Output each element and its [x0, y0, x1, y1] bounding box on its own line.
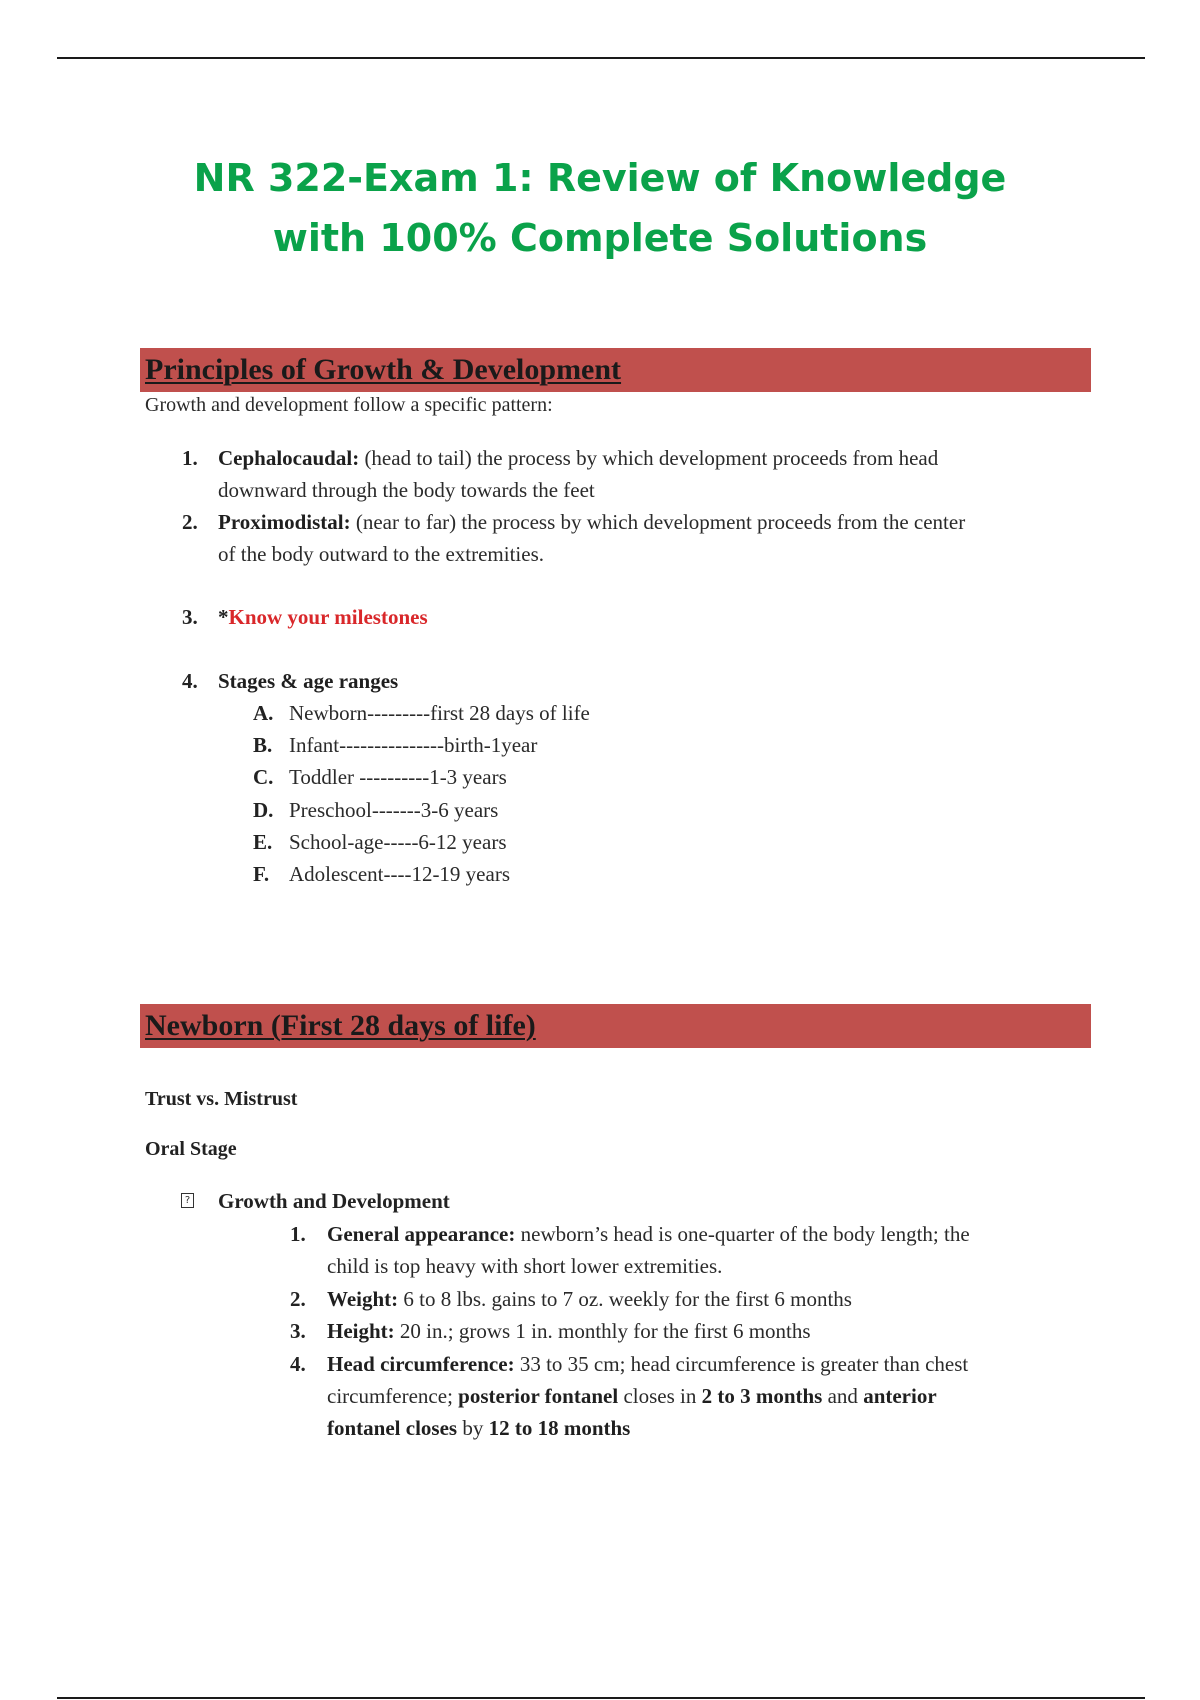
list-item-head-circumference: [327, 1348, 968, 1444]
list-number: 1.: [290, 1222, 306, 1246]
document-title: [0, 148, 1200, 268]
stage-letter: E.: [253, 830, 273, 854]
stage-item: Adolescent----12-19 years: [289, 862, 510, 886]
desc-part: and: [822, 1384, 864, 1408]
desc: (head to tail) the process by which development proceeds from head: [359, 446, 939, 470]
list-item-weight: [327, 1283, 852, 1315]
list-number: 2.: [290, 1287, 306, 1311]
bottom-rule: [57, 1697, 1145, 1699]
term: Cephalocaudal:: [218, 446, 360, 470]
desc-bold: posterior fontanel: [458, 1384, 619, 1408]
list-number: 1.: [182, 446, 198, 470]
section-heading-band: [140, 348, 1091, 392]
desc: newborn’s head is one-quarter of the body length; the: [515, 1222, 970, 1246]
title-line-2: with 100% Complete Solutions: [272, 216, 928, 260]
desc-part: circumference;: [327, 1384, 459, 1408]
term: Proximodistal:: [218, 510, 351, 534]
desc: 6 to 8 lbs. gains to 7 oz. weekly for the first 6 months: [398, 1287, 852, 1311]
stages-label: Stages & age ranges: [218, 669, 399, 693]
desc-continued: child is top heavy with short lower extremities.: [327, 1254, 723, 1278]
list-item-milestones: [218, 601, 428, 633]
stage-letter: D.: [253, 798, 274, 822]
stage-letter: A.: [253, 701, 274, 725]
list-item-stages: [218, 665, 398, 697]
stage-item: Infant---------------birth-1year: [289, 733, 538, 757]
top-rule: [57, 57, 1145, 59]
list-item-general-appearance: [327, 1218, 970, 1282]
term: Height:: [327, 1319, 395, 1343]
stage-letter: C.: [253, 765, 274, 789]
list-item-height: [327, 1315, 811, 1347]
desc-part: by: [457, 1416, 489, 1440]
desc-bold: anterior: [863, 1384, 937, 1408]
section-heading-growth-development: Principles of Growth & Development: [145, 353, 622, 386]
list-number: 3.: [182, 605, 198, 629]
stage-label-trust: Trust vs. Mistrust: [145, 1088, 298, 1110]
desc-continued: downward through the body towards the feet: [218, 478, 595, 502]
desc: (near to far) the process by which development proceeds from the center: [350, 510, 966, 534]
term: General appearance:: [327, 1222, 516, 1246]
list-number: 4.: [290, 1352, 306, 1376]
bullet-icon: ?: [181, 1193, 194, 1208]
milestones-emphasis: Know your milestones: [228, 605, 428, 629]
list-item-cephalocaudal: [218, 442, 938, 506]
section-heading-band: [140, 1004, 1091, 1048]
desc-bold: 2 to 3 months: [701, 1384, 823, 1408]
desc-bold: fontanel closes: [327, 1416, 458, 1440]
stage-item: Preschool-------3-6 years: [289, 798, 499, 822]
asterisk: *: [218, 605, 229, 629]
growth-development-label: Growth and Development: [218, 1189, 450, 1213]
stage-item: Toddler ----------1-3 years: [289, 765, 507, 789]
stage-letter: B.: [253, 733, 273, 757]
stage-letter: F.: [253, 862, 270, 886]
desc-part: closes in: [618, 1384, 702, 1408]
section-heading-newborn: Newborn (First 28 days of life): [145, 1009, 536, 1042]
desc: 20 in.; grows 1 in. monthly for the first 6 months: [394, 1319, 811, 1343]
section-intro: Growth and development follow a specific pattern:: [145, 394, 553, 416]
term: Head circumference:: [327, 1352, 515, 1376]
stage-label-oral: Oral Stage: [145, 1138, 237, 1160]
list-item-proximodistal: [218, 506, 965, 570]
desc: 33 to 35 cm; head circumference is greater than chest: [514, 1352, 969, 1376]
stage-item: Newborn---------first 28 days of life: [289, 701, 590, 725]
list-number: 2.: [182, 510, 198, 534]
term: Weight:: [327, 1287, 399, 1311]
title-line-1: NR 322-Exam 1: Review of Knowledge: [193, 156, 1007, 200]
list-number: 4.: [182, 669, 198, 693]
stage-item: School-age-----6-12 years: [289, 830, 507, 854]
list-number: 3.: [290, 1319, 306, 1343]
desc-bold: 12 to 18 months: [488, 1416, 631, 1440]
desc-continued: of the body outward to the extremities.: [218, 542, 545, 566]
